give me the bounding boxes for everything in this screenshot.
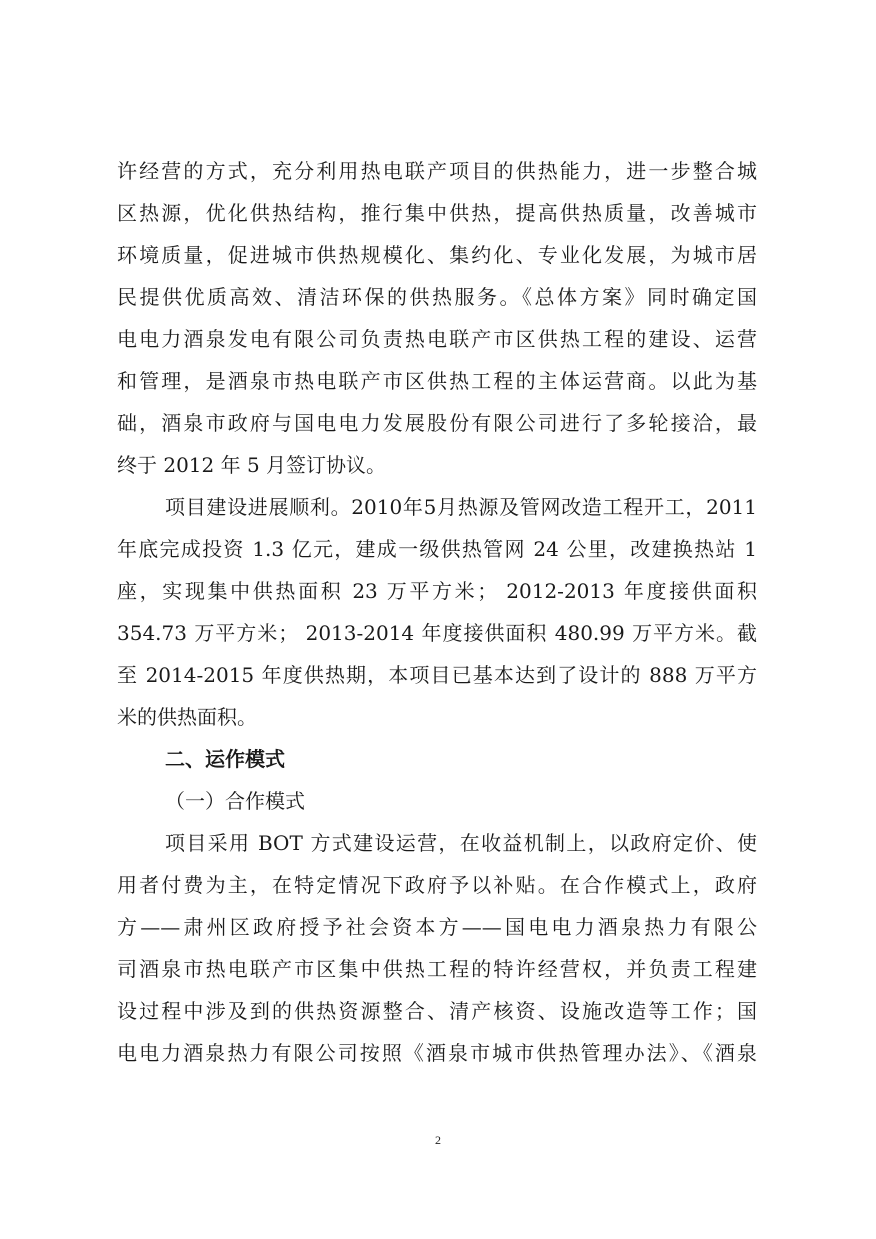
text-line: 电电力酒泉发电有限公司负责热电联产市区供热工程的建设、运营 xyxy=(117,327,757,351)
text-line: 和管理，是酒泉市热电联产市区供热工程的主体运营商。以此为基 xyxy=(117,369,757,393)
text-line: 座，实现集中供热面积 23 万平方米； 2012-2013 年度接供面积 xyxy=(117,579,757,603)
document-body xyxy=(117,150,757,1074)
text-line: 354.73 万平方米； 2013-2014 年度接供面积 480.99 万平方米。截 xyxy=(117,621,757,645)
text-line: 司酒泉市热电联产市区集中供热工程的特许经营权，并负责工程建 xyxy=(117,957,757,981)
text-line: 许经营的方式，充分利用热电联产项目的供热能力，进一步整合城 xyxy=(117,159,757,183)
text-line: 项目采用 BOT 方式建设运营，在收益机制上，以政府定价、使 xyxy=(165,831,757,855)
text-line: 础，酒泉市政府与国电电力发展股份有限公司进行了多轮接洽，最 xyxy=(117,411,757,435)
text-line: 设过程中涉及到的供热资源整合、清产核资、设施改造等工作；国 xyxy=(117,999,757,1023)
text-line: 区热源，优化供热结构，推行集中供热，提高供热质量，改善城市 xyxy=(117,201,757,225)
text-line: 方——肃州区政府授予社会资本方——国电电力酒泉热力有限公 xyxy=(117,915,757,939)
text-line: 终于 2012 年 5 月签订协议。 xyxy=(117,453,387,477)
text-line: 环境质量，促进城市供热规模化、集约化、专业化发展，为城市居 xyxy=(117,243,757,267)
text-line: 年底完成投资 1.3 亿元，建成一级供热管网 24 公里，改建换热站 1 xyxy=(117,537,757,561)
section-heading: 二、运作模式 xyxy=(165,747,285,771)
text-line: 米的供热面积。 xyxy=(117,705,257,729)
page-number: 2 xyxy=(435,1133,441,1147)
text-line: 用者付费为主，在特定情况下政府予以补贴。在合作模式上，政府 xyxy=(117,873,757,897)
text-line: 电电力酒泉热力有限公司按照《酒泉市城市供热管理办法》、《酒泉 xyxy=(117,1041,757,1065)
text-line: 项目建设进展顺利。2010年5月热源及管网改造工程开工，2011 xyxy=(165,495,757,519)
subsection-heading: （一）合作模式 xyxy=(165,789,305,813)
text-line: 民提供优质高效、清洁环保的供热服务。《总体方案》同时确定国 xyxy=(117,285,757,309)
text-line: 至 2014-2015 年度供热期，本项目已基本达到了设计的 888 万平方 xyxy=(117,663,757,687)
